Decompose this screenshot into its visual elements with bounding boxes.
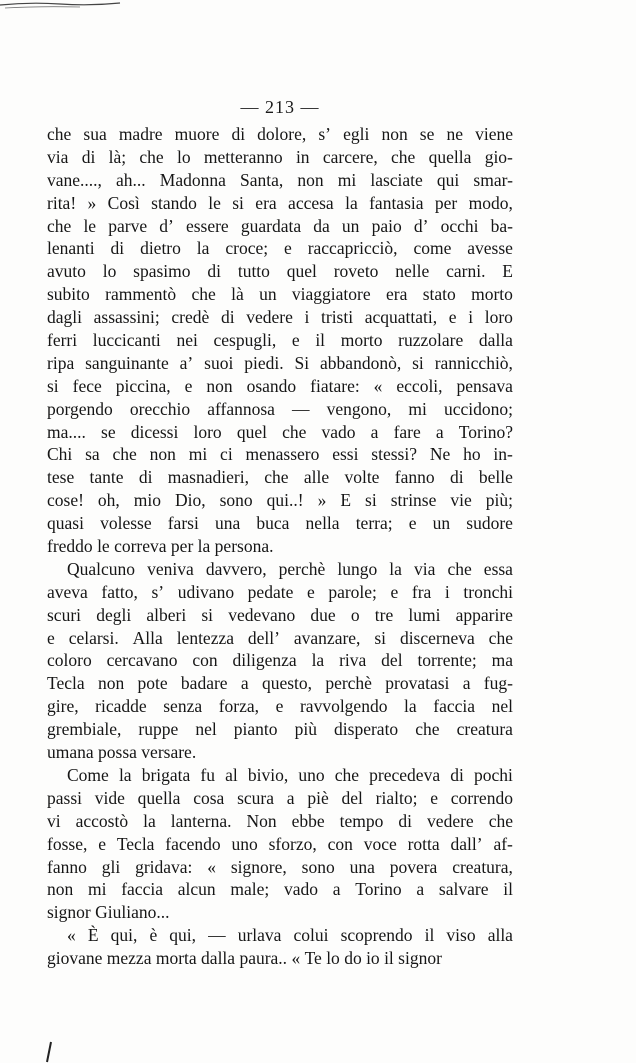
text-line: passi vide quella cosa scura a piè del rialto; e correndo bbox=[47, 787, 513, 808]
text-line: « È qui, è qui, — urlava colui scoprendo il viso alla bbox=[67, 925, 513, 946]
text-line: si fece piccina, e non osando fiatare: « eccoli, pensava bbox=[47, 375, 513, 396]
text-line: Come la brigata fu al bivio, uno che precedeva di pochi bbox=[67, 764, 513, 785]
top-edge-smudge bbox=[0, 0, 150, 10]
text-line: quasi volesse farsi una buca nella terra; e un sudore bbox=[47, 513, 513, 534]
text-line: vane...., ah... Madonna Santa, non mi lasciate qui smar- bbox=[47, 169, 513, 190]
page-number: — 213 — bbox=[240, 97, 320, 117]
text-line: che sua madre muore di dolore, s’ egli non se ne viene bbox=[47, 124, 513, 144]
text-line: vi accostò la lanterna. Non ebbe tempo di vedere che bbox=[47, 810, 513, 831]
paragraph bbox=[47, 558, 513, 764]
text-line: non mi faccia alcun male; vado a Torino a salvare il bbox=[47, 879, 513, 900]
text-line: rita! » Così stando le si era accesa la fantasia per modo, bbox=[47, 192, 513, 213]
text-line: coloro cercavano con diligenza la riva del torrente; ma bbox=[47, 650, 513, 671]
text-line: ripa sanguinante a’ suoi piedi. Si abbandonò, si rannicchiò, bbox=[47, 352, 513, 373]
text-line: porgendo orecchio affannosa — vengono, mi uccidono; bbox=[47, 398, 513, 419]
text-line: e celarsi. Alla lentezza dell’ avanzare, si discerneva che bbox=[47, 627, 513, 648]
text-line: umana possa versare. bbox=[47, 742, 197, 763]
text-line: via di là; che lo metteranno in carcere, che quella gio- bbox=[47, 146, 513, 167]
text-line: fanno gli gridava: « signore, sono una povera creatura, bbox=[47, 856, 513, 877]
paragraph bbox=[47, 123, 513, 558]
text-line: scuri degli alberi si vedevano due o tre lumi apparire bbox=[47, 604, 513, 625]
text-line: freddo le correva per la persona. bbox=[47, 536, 274, 557]
text-line: giovane mezza morta dalla paura.. « Te lo do io il signor bbox=[47, 948, 442, 969]
body-text bbox=[47, 123, 513, 970]
text-line: avuto lo spasimo di tutto quel roveto nelle carni. E bbox=[47, 261, 513, 282]
text-line: lenanti di dietro la croce; e raccapricciò, come avesse bbox=[47, 238, 513, 259]
text-line: gire, ricadde senza forza, e ravvolgendo la faccia nel bbox=[47, 696, 513, 717]
text-line: dagli assassini; credè di vedere i tristi acquattati, e i loro bbox=[47, 307, 513, 328]
text-line: Qualcuno veniva davvero, perchè lungo la via che essa bbox=[67, 558, 513, 579]
bottom-margin-mark bbox=[44, 1040, 54, 1063]
text-line: grembiale, ruppe nel pianto più disperato che creatura bbox=[47, 719, 513, 740]
text-line: ma.... se dicessi loro quel che vado a fare a Torino? bbox=[47, 421, 513, 442]
text-line: cose! oh, mio Dio, sono qui..! » E si strinse vie più; bbox=[47, 490, 513, 511]
text-line: tese tante di masnadieri, che alle volte fanno di belle bbox=[47, 467, 513, 488]
paragraph bbox=[47, 924, 513, 970]
text-line: Chi sa che non mi ci menassero essi stessi? Ne ho in- bbox=[47, 444, 513, 465]
text-line: ferri luccicanti nei cespugli, e il morto ruzzolare dalla bbox=[47, 330, 513, 351]
text-line: subito rammentò che là un viaggiatore era stato morto bbox=[47, 284, 513, 305]
text-line: fosse, e Tecla facendo uno sforzo, con voce rotta dall’ af- bbox=[47, 833, 513, 854]
text-line: Tecla non pote badare a questo, perchè provatasi a fug- bbox=[47, 673, 513, 694]
text-line: che le parve d’ essere guardata da un paio d’ occhi ba- bbox=[47, 215, 513, 236]
text-line: signor Giuliano... bbox=[47, 902, 170, 923]
text-line: aveva fatto, s’ udivano pedate e parole; e fra i tronchi bbox=[47, 581, 513, 602]
paragraph bbox=[47, 764, 513, 924]
